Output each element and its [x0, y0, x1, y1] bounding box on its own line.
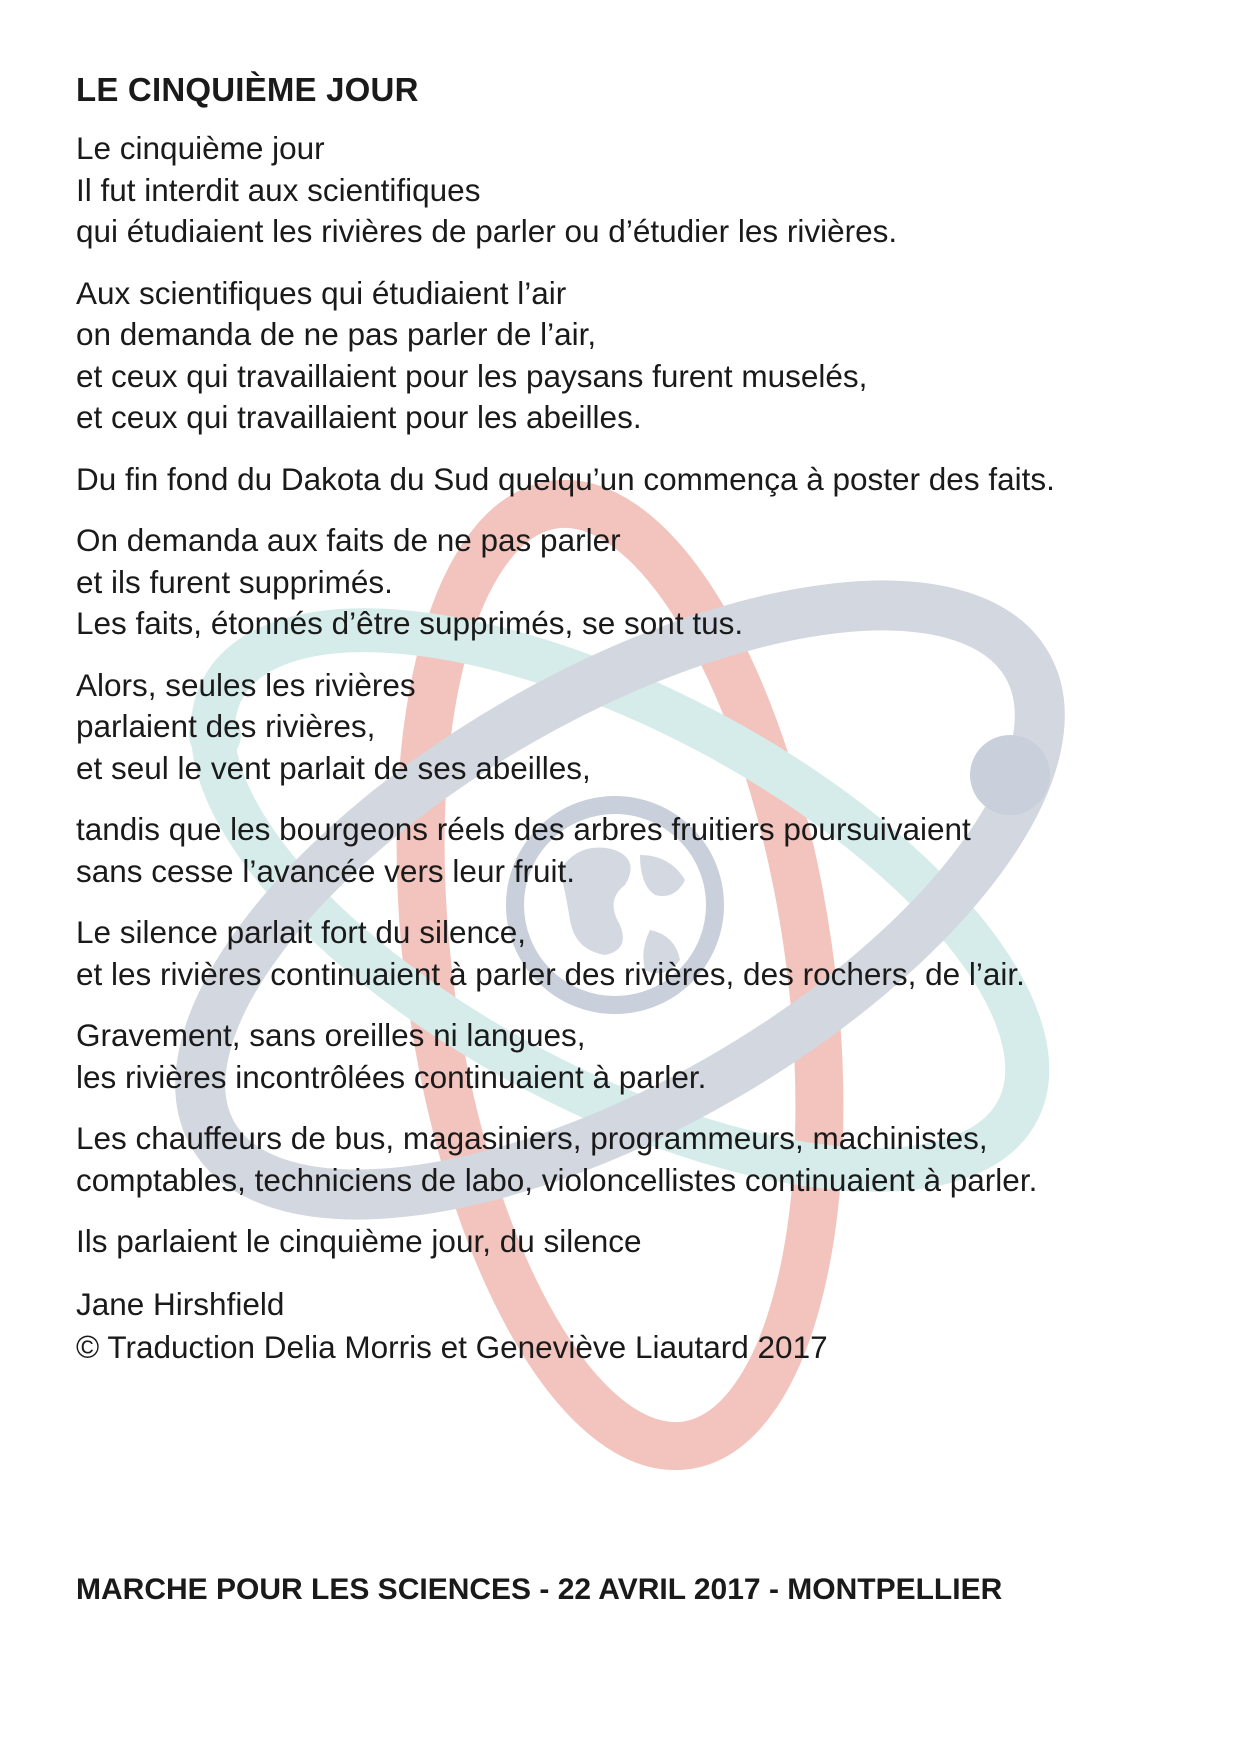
stanza-line: Le silence parlait fort du silence,	[76, 914, 526, 950]
author-block	[76, 1283, 1196, 1369]
stanza-line: parlaient des rivières,	[76, 708, 376, 744]
stanza-line: Gravement, sans oreilles ni langues,	[76, 1017, 586, 1053]
stanza-line: Les chauffeurs de bus, magasiniers, programmeurs, machinistes,	[76, 1120, 988, 1156]
stanza-line: Le cinquième jour	[76, 130, 325, 166]
stanza-line: Ils parlaient le cinquième jour, du silence	[76, 1223, 642, 1259]
stanza-line: et ceux qui travaillaient pour les abeilles.	[76, 399, 642, 435]
stanza-5	[76, 665, 1196, 790]
stanza-4	[76, 520, 1196, 645]
translation-credit: © Traduction Delia Morris et Geneviève Liautard 2017	[76, 1328, 828, 1365]
stanza-line: comptables, techniciens de labo, violoncellistes continuaient à parler.	[76, 1161, 1038, 1198]
stanza-line: sans cesse l’avancée vers leur fruit.	[76, 852, 575, 889]
stanza-1	[76, 128, 1196, 253]
author-name: Jane Hirshfield	[76, 1285, 285, 1322]
stanza-line: et ceux qui travaillaient pour les paysans furent muselés,	[76, 357, 868, 394]
stanza-line: et les rivières continuaient à parler des rivières, des rochers, de l’air.	[76, 955, 1025, 992]
stanza-10	[76, 1221, 1196, 1263]
stanza-line: et ils furent supprimés.	[76, 563, 393, 600]
stanza-line: Alors, seules les rivières	[76, 666, 416, 703]
stanza-line: On demanda aux faits de ne pas parler	[76, 522, 621, 558]
stanza-2	[76, 273, 1196, 439]
poem-title: LE CINQUIÈME JOUR	[76, 71, 419, 108]
stanza-7	[76, 912, 1196, 995]
stanza-line: les rivières incontrôlées continuaient à parler.	[76, 1058, 707, 1095]
stanza-9	[76, 1118, 1196, 1201]
stanza-line: Aux scientifiques qui étudiaient l’air	[76, 274, 567, 311]
poem-content	[76, 70, 1196, 1369]
event-footer: MARCHE POUR LES SCIENCES - 22 AVRIL 2017 - MONTPELLIER	[76, 1573, 1003, 1606]
stanza-line: on demanda de ne pas parler de l’air,	[76, 316, 597, 352]
stanza-line: et seul le vent parlait de ses abeilles,	[76, 749, 591, 786]
stanza-line: Du fin fond du Dakota du Sud quelqu’un commença à poster des faits.	[76, 460, 1055, 497]
stanza-line: tandis que les bourgeons réels des arbres fruitiers poursuivaient	[76, 811, 971, 847]
stanza-line: qui étudiaient les rivières de parler ou d’étudier les rivières.	[76, 213, 898, 249]
stanza-line: Il fut interdit aux scientifiques	[76, 171, 481, 208]
stanza-6	[76, 809, 1196, 892]
stanza-3	[76, 459, 1196, 501]
stanza-8	[76, 1015, 1196, 1098]
stanza-line: Les faits, étonnés d’être supprimés, se sont tus.	[76, 605, 744, 641]
